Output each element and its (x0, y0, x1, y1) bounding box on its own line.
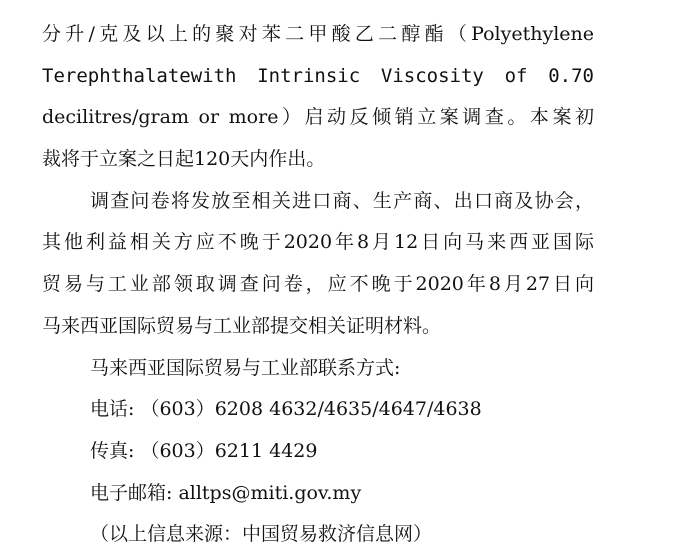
contact-email: 电子邮箱: alltps@miti.gov.my (90, 481, 362, 504)
text-line: 调查问卷将发放至相关进口商、生产商、出口商及协会， (90, 189, 594, 212)
text-line: 贸易与工业部领取调查问卷，应不晚于2020年8月27日向 (42, 273, 594, 296)
contact-heading: 马来西亚国际贸易与工业部联系方式: (90, 356, 401, 379)
text-line: 分升/克及以上的聚对苯二甲酸乙二醇酯（Polyethylene (42, 23, 594, 45)
contact-fax: 传真: （603）6211 4429 (90, 439, 318, 462)
contact-phone: 电话: （603）6208 4632/4635/4647/4638 (90, 398, 482, 421)
paragraph-questionnaire (42, 181, 594, 348)
source-note: （以上信息来源：中国贸易救济信息网） (90, 523, 433, 546)
paragraph-investigation (42, 14, 594, 181)
contact-block (42, 348, 594, 515)
text-line: decilitres/gram or more）启动反倾销立案调查。本案初 (42, 106, 594, 129)
text-line: 其他利益相关方应不晚于2020年8月12日向马来西亚国际 (42, 231, 594, 254)
text-line: 马来西亚国际贸易与工业部提交相关证明材料。 (42, 314, 442, 337)
text-line: 裁将于立案之日起120天内作出。 (42, 148, 326, 171)
document-page (42, 14, 594, 556)
text-line: Terephthalatewith Intrinsic Viscosity of 0.70 (42, 64, 594, 87)
